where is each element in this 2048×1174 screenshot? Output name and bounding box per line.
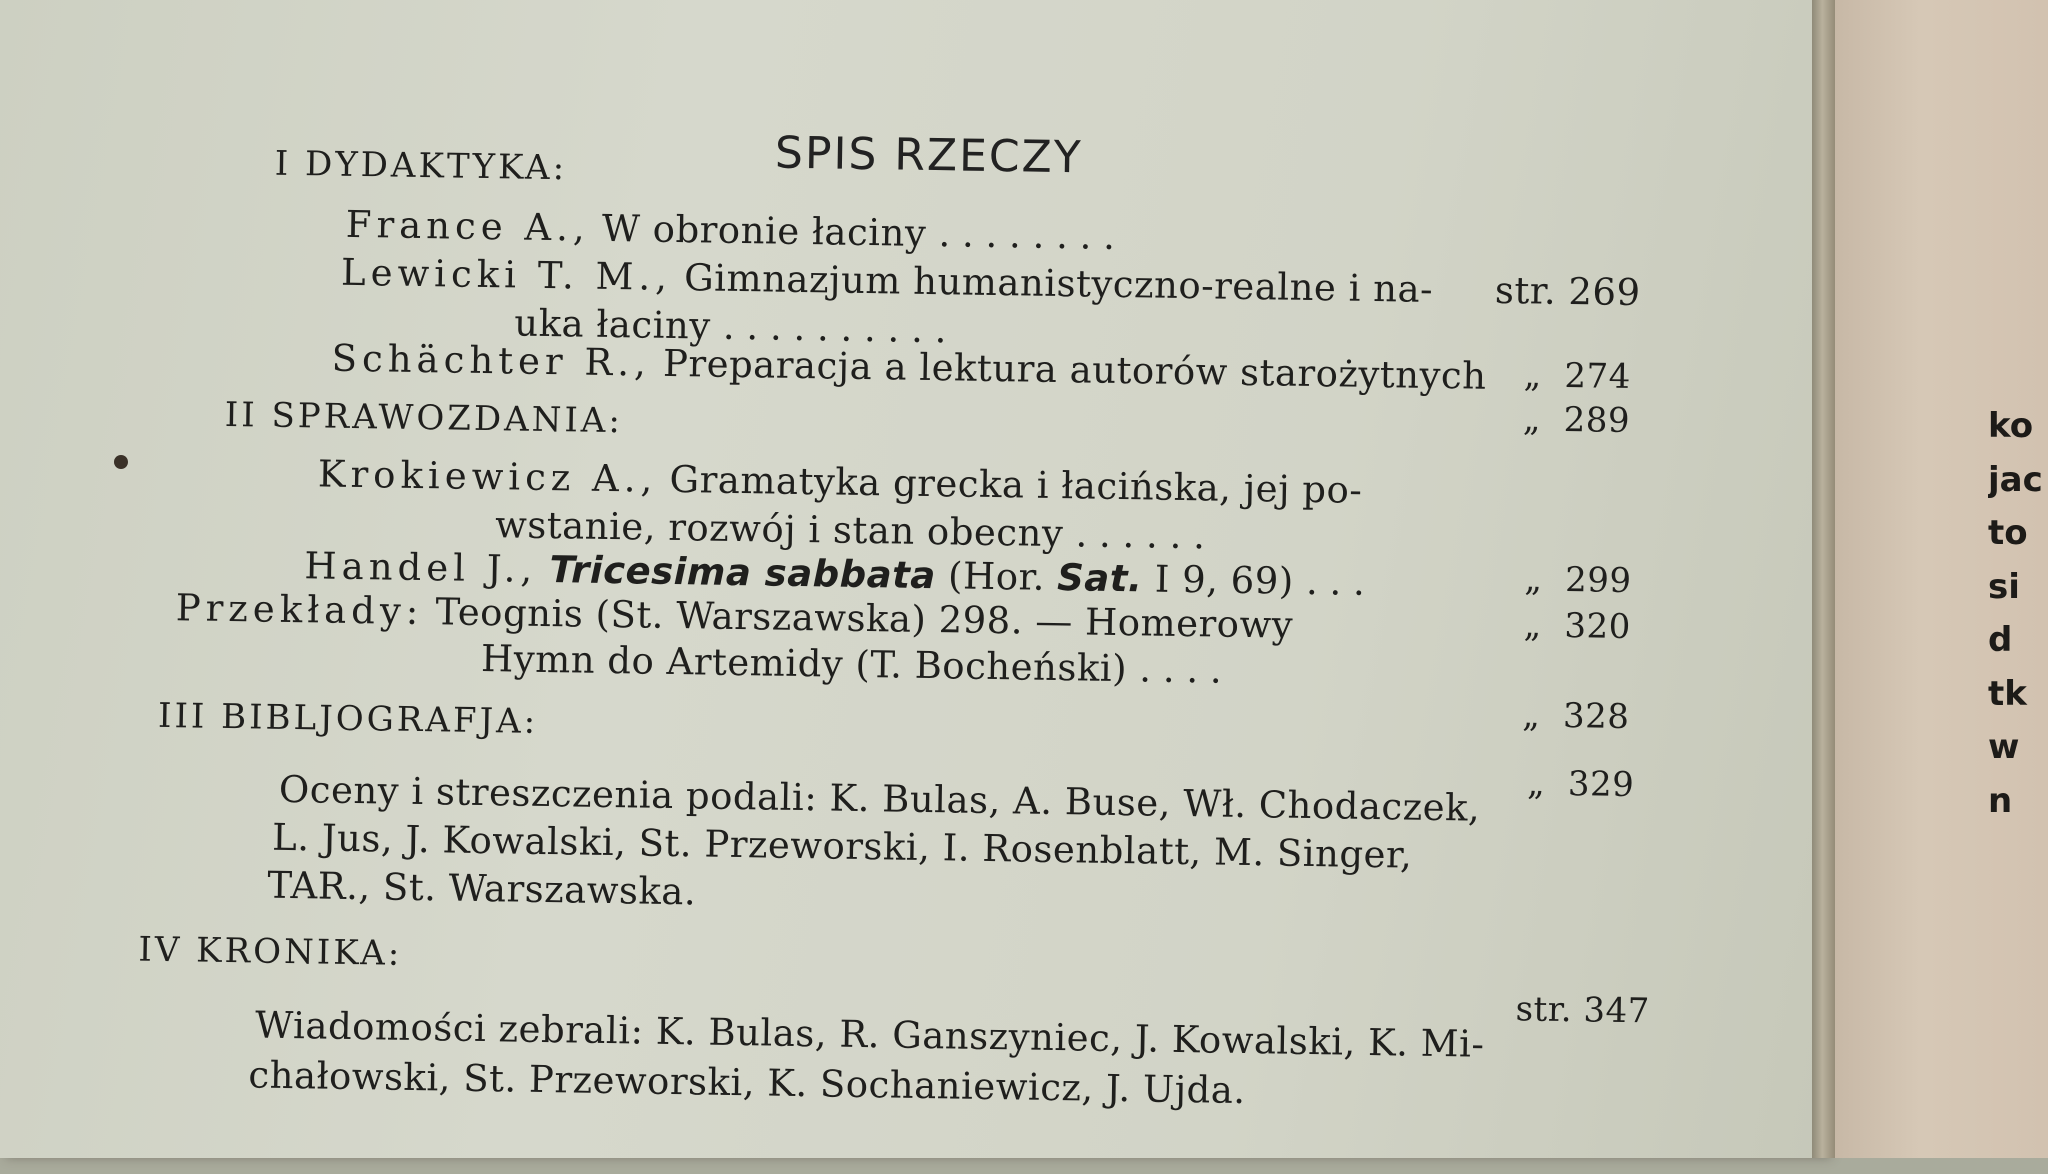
section-page-number: „ 329 [1526, 763, 1635, 806]
entry-title-cont: wstanie, rozwój i stan obecny [494, 503, 1064, 556]
entry-page-number: „ 328 [1521, 695, 1630, 738]
entry-title: W obronie łaciny [601, 206, 927, 255]
adjacent-page-text: ko jac to si d tk w n [1988, 406, 2043, 821]
toc-entry-handel: Handel J., Tricesima sabbata (Hor. Sat. I 9, 69) . . . [304, 544, 1366, 604]
entry-author: Lewicki T. M., [340, 250, 673, 299]
entry-title-italic: Tricesima sabbata [549, 548, 937, 598]
entry-author: Schächter R., [331, 336, 652, 385]
page-title: SPIS RZECZY [774, 127, 1084, 184]
toc-entry-lewicki [341, 251, 1434, 311]
toc-entry-krokiewicz [318, 452, 1363, 511]
entry-dots: . . . . [1139, 647, 1223, 692]
entry-author: France A., [345, 202, 591, 250]
section-heading-bibljografja: III BIBLJOGRAFJA: [157, 695, 539, 742]
bibljografja-line-1: Oceny i streszczenia podali: K. Bulas, A. Buse, Wł. Chodaczek, [278, 767, 1481, 830]
bibljografja-line-2: L. Jus, J. Kowalski, St. Przeworski, I. Rosenblatt, M. Singer, [271, 815, 1413, 877]
entry-author: Krokiewicz A., [317, 452, 658, 501]
toc-entry-schachter [331, 337, 1486, 398]
entry-title: Teognis (St. Warszawska) 298. — Homerowy [435, 590, 1294, 647]
section-heading-dydaktyka: I DYDAKTYKA: [274, 143, 568, 189]
entry-dots: . . . . . . [1075, 512, 1206, 558]
section-heading-kronika: IV KRONIKA: [138, 929, 403, 974]
entry-dots: . . . [1305, 559, 1366, 604]
entry-page-number: „ 289 [1522, 399, 1631, 442]
section-heading-sprawozdania: II SPRAWOZDANIA: [224, 394, 624, 442]
entry-author: Przekłady: [175, 586, 424, 634]
entry-dots: . . . . . . . . . . [722, 304, 947, 352]
entry-title: Gramatyka grecka i łacińska, jej po- [669, 457, 1363, 512]
entry-title: Preparacja a lektura autorów starożytnych [662, 341, 1487, 398]
toc-entry-przeklady-cont [481, 637, 1222, 692]
kronika-line-1: Wiadomości zebrali: K. Bulas, R. Ganszyniec, J. Kowalski, K. Mi- [254, 1003, 1485, 1066]
entry-page-number: „ 274 [1523, 355, 1632, 398]
entry-page-number: str. 269 [1494, 268, 1641, 315]
entry-title-cont: Hymn do Artemidy (T. Bocheński) [480, 636, 1128, 691]
entry-page-number: „ 320 [1523, 605, 1632, 648]
entry-title-cont: uka łaciny [513, 301, 712, 348]
entry-title: Gimnazjum humanistyczno-realne i na- [683, 256, 1434, 311]
toc-entry-france [346, 203, 1116, 258]
entry-page-number: „ 299 [1524, 559, 1632, 602]
entry-author: Handel J., [304, 544, 538, 591]
section-page-number: str. 347 [1515, 989, 1651, 1032]
entry-dots: . . . . . . . . [938, 212, 1116, 258]
kronika-line-2: chałowski, St. Przeworski, K. Sochaniewicz, J. Ujda. [248, 1053, 1246, 1113]
bibljografja-line-3: TAR., St. Warszawska. [267, 863, 697, 914]
